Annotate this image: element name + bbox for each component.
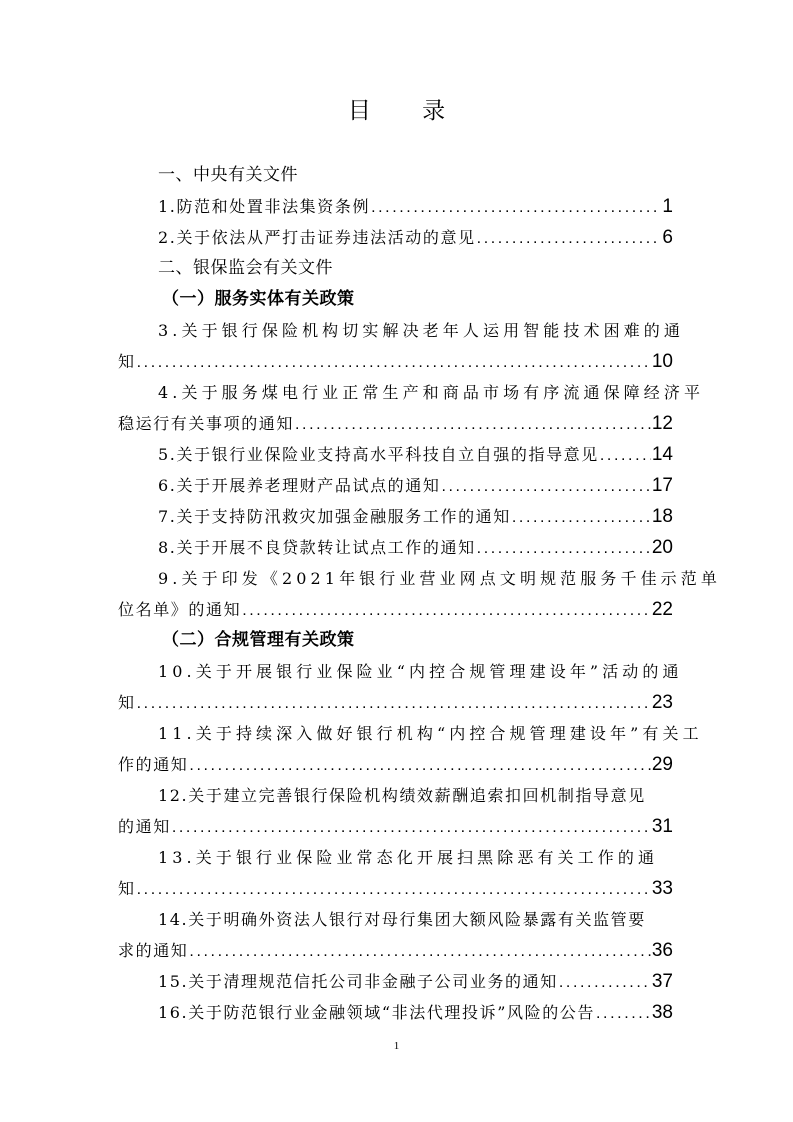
toc-entry-16[interactable]	[118, 997, 673, 1028]
page-number: 1	[393, 1040, 400, 1052]
entry-title: 16.关于防范银行业金融领域“非法代理投诉”风险的公告	[158, 1003, 596, 1022]
entry-title: 6.关于开展养老理财产品试点的通知	[158, 476, 441, 495]
dot-leader	[242, 595, 651, 626]
dot-leader	[477, 223, 662, 254]
entry-title: 12.关于建立完善银行保险机构绩效薪酬追索扣回机制指导意见	[158, 786, 646, 805]
entry-title: 1.防范和处置非法集资条例	[158, 197, 371, 216]
toc-entry-5[interactable]	[118, 439, 673, 470]
toc-entry-14[interactable]	[118, 904, 673, 966]
entry-page: 20	[651, 537, 673, 558]
dot-leader	[559, 967, 651, 998]
toc-entry-1[interactable]	[118, 191, 673, 222]
entry-page: 33	[651, 878, 673, 899]
section-heading-central[interactable]: 一、中央有关文件	[158, 165, 298, 185]
entry-page: 29	[651, 754, 673, 775]
entry-title: 8.关于开展不良贷款转让试点工作的通知	[158, 538, 476, 557]
subsection-heading-real-economy[interactable]: （一）服务实体有关政策	[162, 289, 355, 309]
subsection-heading-compliance[interactable]: （二）合规管理有关政策	[162, 630, 355, 650]
entry-page: 17	[651, 475, 673, 496]
entry-title: 4.关于服务煤电行业正常生产和商品市场有序流通保障经济平	[158, 383, 705, 402]
toc-entry-11[interactable]	[118, 718, 703, 780]
entry-title: 14.关于明确外资法人银行对母行集团大额风险暴露有关监管要	[158, 910, 646, 929]
toc-entry-15[interactable]	[118, 966, 673, 997]
entry-title: 2.关于依法从严打击证券违法活动的意见	[158, 228, 476, 247]
entry-title: 5.关于银行业保险业支持高水平科技自立自强的指导意见	[158, 445, 599, 464]
entry-page: 36	[651, 940, 673, 961]
entry-page: 38	[651, 1002, 673, 1023]
dot-leader	[137, 688, 651, 719]
dot-leader	[137, 347, 651, 378]
toc-entry-13[interactable]	[118, 842, 673, 904]
entry-title: 9.关于印发《2021年银行业营业网点文明规范服务千佳示范单	[158, 569, 721, 588]
dot-leader	[295, 409, 651, 440]
entry-title-cont: 知	[118, 352, 136, 371]
dot-leader	[189, 750, 650, 781]
entry-title-cont: 求的通知	[118, 941, 189, 960]
dot-leader	[512, 502, 651, 533]
entry-page: 37	[651, 971, 673, 992]
table-of-contents	[118, 160, 721, 1028]
dot-leader	[441, 471, 650, 502]
entry-title: 10.关于开展银行业保险业“内控合规管理建设年”活动的通	[158, 662, 683, 681]
dot-leader	[477, 533, 651, 564]
entry-page: 1	[662, 196, 673, 217]
entry-page: 22	[651, 599, 673, 620]
toc-title: 目 录	[347, 98, 468, 124]
entry-title: 3.关于银行保险机构切实解决老年人运用智能技术困难的通	[158, 321, 684, 340]
dot-leader	[596, 998, 651, 1029]
toc-entry-3[interactable]	[118, 315, 684, 377]
entry-title-cont: 作的通知	[118, 755, 189, 774]
toc-entry-2[interactable]	[118, 222, 673, 253]
toc-entry-7[interactable]	[118, 501, 673, 532]
dot-leader	[172, 812, 651, 843]
entry-title-cont: 位名单》的通知	[118, 600, 242, 619]
entry-title-cont: 知	[118, 879, 136, 898]
entry-page: 14	[651, 444, 673, 465]
entry-title: 15.关于清理规范信托公司非金融子公司业务的通知	[158, 972, 558, 991]
toc-entry-8[interactable]	[118, 532, 673, 563]
entry-title: 13.关于银行业保险业常态化开展扫黑除恶有关工作的通	[158, 848, 659, 867]
dot-leader	[189, 936, 650, 967]
dot-leader	[137, 874, 651, 905]
entry-title: 7.关于支持防汛救灾加强金融服务工作的通知	[158, 507, 511, 526]
toc-entry-6[interactable]	[118, 470, 673, 501]
entry-page: 6	[662, 227, 673, 248]
toc-entry-4[interactable]	[118, 377, 705, 439]
entry-title: 11.关于持续深入做好银行机构“内控合规管理建设年”有关工	[158, 724, 703, 743]
entry-title-cont: 稳运行有关事项的通知	[118, 414, 295, 433]
entry-page: 10	[651, 351, 673, 372]
toc-entry-10[interactable]	[118, 656, 683, 718]
entry-page: 31	[651, 816, 673, 837]
entry-page: 23	[651, 692, 673, 713]
entry-page: 18	[651, 506, 673, 527]
dot-leader	[600, 440, 651, 471]
entry-page: 12	[651, 413, 673, 434]
entry-title-cont: 的通知	[118, 817, 171, 836]
toc-entry-12[interactable]	[118, 780, 673, 842]
section-heading-cbirc[interactable]: 二、银保监会有关文件	[158, 258, 333, 278]
toc-entry-9[interactable]	[118, 563, 721, 625]
dot-leader	[371, 192, 661, 223]
entry-title-cont: 知	[118, 693, 136, 712]
